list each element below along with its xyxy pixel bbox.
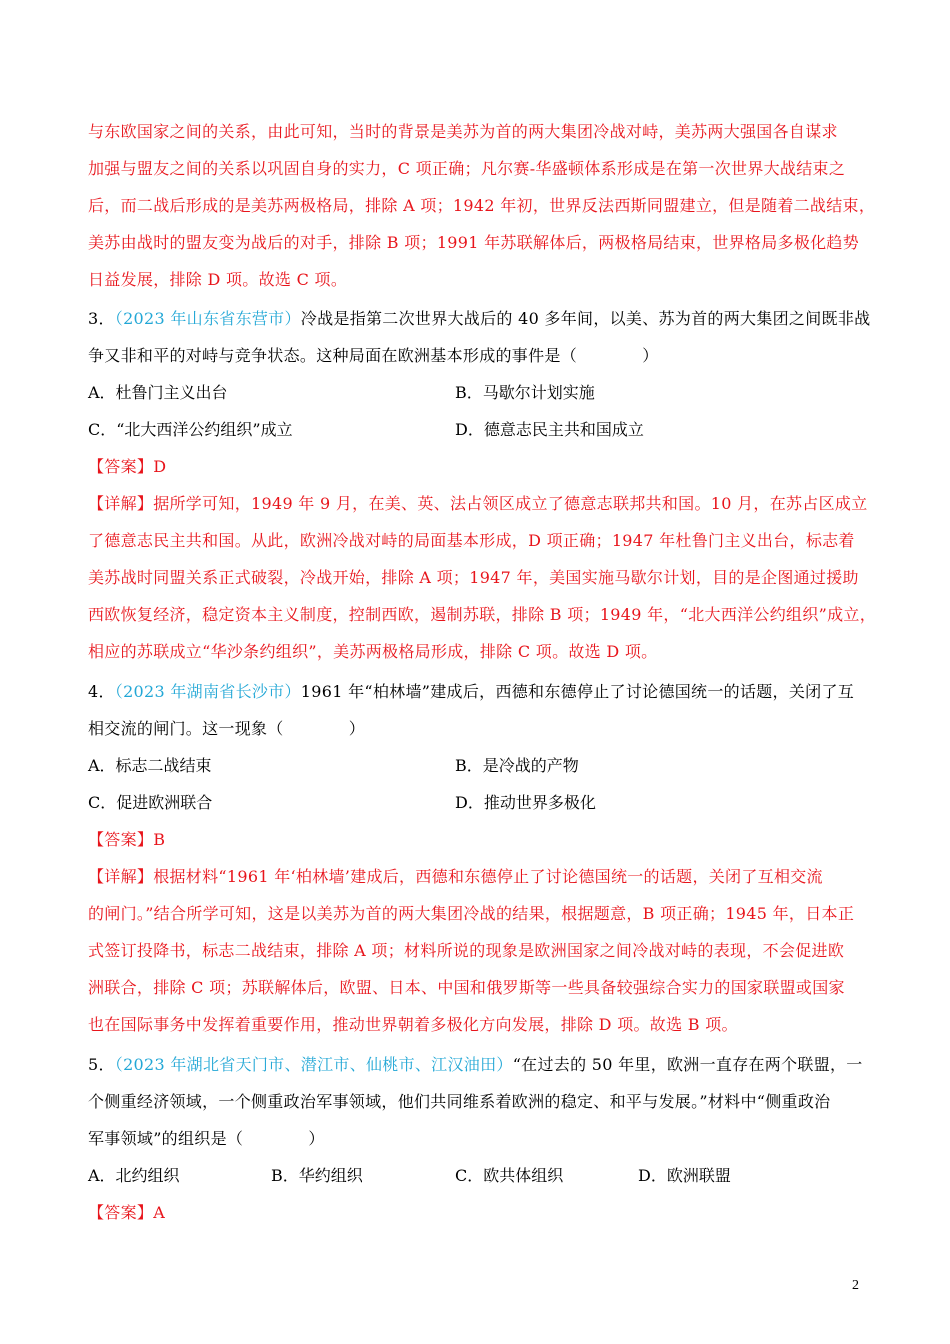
- option-b: B．马歇尔计划实施: [455, 383, 595, 402]
- question-source: （2023 年湖北省天门市、潜江市、仙桃市、江汉油田）: [114, 1055, 513, 1074]
- explanation-text: 了德意志民主共和国。从此，欧洲冷战对峙的局面基本形成，D 项正确；1947 年杜鲁门主义出台，标志着: [88, 531, 855, 550]
- answer-label: 【答案】: [88, 457, 154, 476]
- question-4-stem: [88, 682, 854, 702]
- question-stem-text: 军事领域”的组织是（ ）: [88, 1129, 325, 1148]
- prev-explanation-line: 后，而二战后形成的是美苏两极格局，排除 A 项；1942 年初，世界反法西斯同盟建立，但是随着二战结束，: [88, 196, 876, 215]
- question-stem-text: “在过去的 50 年里，欧洲一直存在两个联盟，一: [512, 1055, 863, 1074]
- option-d: D．欧洲联盟: [638, 1166, 731, 1185]
- option-b: B．是冷战的产物: [455, 756, 579, 775]
- option-a: A．杜鲁门主义出台: [88, 383, 228, 402]
- prev-explanation-line: 美苏由战时的盟友变为战后的对手，排除 B 项；1991 年苏联解体后，两极格局结束，世界格局多极化趋势: [88, 233, 860, 252]
- option-c: C．欧共体组织: [455, 1166, 564, 1185]
- answer-value: B: [153, 830, 166, 849]
- answer-line: [88, 457, 166, 477]
- question-number: 5．: [88, 1055, 115, 1074]
- answer-line: [88, 1203, 165, 1223]
- explanation-text: 式签订投降书，标志二战结束，排除 A 项；材料所说的现象是欧洲国家之间冷战对峙的表现，不会促进欧: [88, 941, 845, 960]
- question-stem-text: 1961 年“柏林墙”建成后，西德和东德停止了讨论德国统一的话题，关闭了互: [300, 682, 855, 701]
- prev-explanation-line: 加强与盟友之间的关系以巩固自身的实力，C 项正确；凡尔赛-华盛顿体系形成是在第一次世界大战结束之: [88, 159, 846, 178]
- question-stem-text: 争又非和平的对峙与竞争状态。这种局面在欧洲基本形成的事件是（ ）: [88, 346, 659, 365]
- prev-explanation-line: 日益发展，排除 D 项。故选 C 项。: [88, 270, 348, 289]
- question-number: 3．: [88, 309, 115, 328]
- explanation-label: 【详解】: [88, 494, 154, 513]
- answer-label: 【答案】: [88, 1203, 154, 1222]
- explanation-text: 根据材料“1961 年‘柏林墙’建成后，西德和东德停止了讨论德国统一的话题，关闭了互相交流: [153, 867, 823, 886]
- explanation-text: 的闸门。”结合所学可知，这是以美苏为首的两大集团冷战的结果，根据题意，B 项正确；1945 年，日本正: [88, 904, 855, 923]
- answer-value: A: [153, 1203, 166, 1222]
- answer-label: 【答案】: [88, 830, 154, 849]
- explanation-line: [88, 494, 868, 514]
- question-stem-text: 相交流的闸门。这一现象（ ）: [88, 719, 366, 738]
- explanation-line: [88, 867, 823, 887]
- explanation-text: 西欧恢复经济，稳定资本主义制度，控制西欧，遏制苏联，排除 B 项；1949 年，“北大西洋公约组织”成立，: [88, 605, 876, 624]
- question-stem-text: 冷战是指第二次世界大战后的 40 多年间，以美、苏为首的两大集团之间既非战: [300, 309, 871, 328]
- question-5-stem: [88, 1055, 863, 1075]
- question-stem-text: 个侧重经济领域，一个侧重政治军事领域，他们共同维系着欧洲的稳定、和平与发展。”材料中“侧重政治: [88, 1092, 831, 1111]
- page-number: 2: [852, 1278, 859, 1293]
- answer-value: D: [153, 457, 167, 476]
- option-b: B．华约组织: [271, 1166, 363, 1185]
- explanation-text: 美苏战时同盟关系正式破裂，冷战开始，排除 A 项；1947 年，美国实施马歇尔计划，目的是企图通过援助: [88, 568, 859, 587]
- option-c: C．“北大西洋公约组织”成立: [88, 420, 293, 439]
- explanation-label: 【详解】: [88, 867, 154, 886]
- option-d: D．德意志民主共和国成立: [455, 420, 644, 439]
- question-source: （2023 年山东省东营市）: [114, 309, 301, 328]
- option-d: D．推动世界多极化: [455, 793, 596, 812]
- question-3-stem: [88, 309, 870, 329]
- option-a: A．北约组织: [88, 1166, 180, 1185]
- explanation-text: 也在国际事务中发挥着重要作用，推动世界朝着多极化方向发展，排除 D 项。故选 B 项。: [88, 1015, 738, 1034]
- answer-line: [88, 830, 165, 850]
- explanation-text: 据所学可知，1949 年 9 月，在美、英、法占领区成立了德意志联邦共和国。10 月，在苏占区成立: [153, 494, 868, 513]
- explanation-text: 相应的苏联成立“华沙条约组织”，美苏两极格局形成，排除 C 项。故选 D 项。: [88, 642, 658, 661]
- prev-explanation-line: 与东欧国家之间的关系，由此可知，当时的背景是美苏为首的两大集团冷战对峙，美苏两大强国各自谋求: [88, 122, 838, 141]
- option-c: C．促进欧洲联合: [88, 793, 213, 812]
- option-a: A．标志二战结束: [88, 756, 212, 775]
- question-source: （2023 年湖南省长沙市）: [114, 682, 301, 701]
- explanation-text: 洲联合，排除 C 项；苏联解体后，欧盟、日本、中国和俄罗斯等一些具备较强综合实力的国家联盟或国家: [88, 978, 845, 997]
- question-number: 4．: [88, 682, 115, 701]
